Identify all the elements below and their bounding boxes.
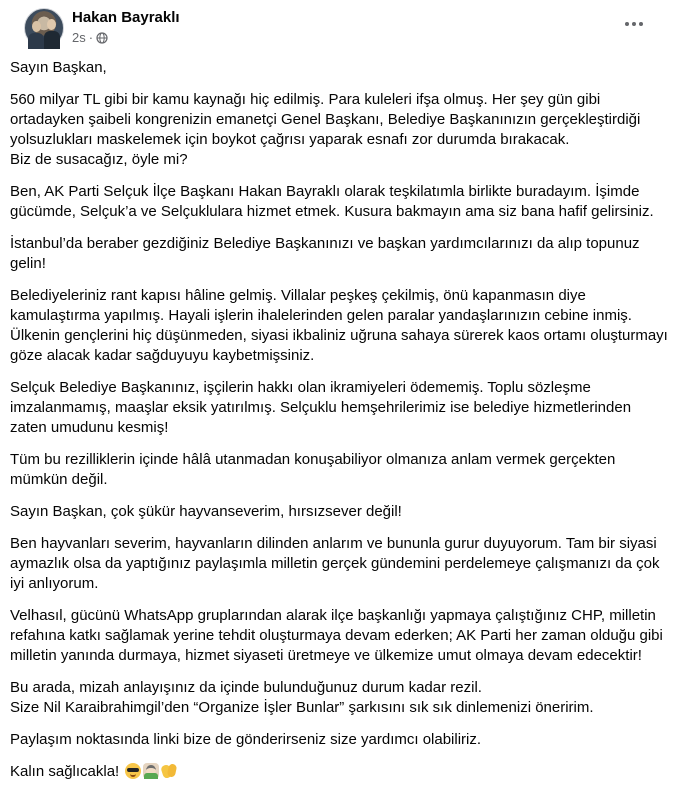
- paragraph: Ben, AK Parti Selçuk İlçe Başkanı Hakan Bayraklı olarak teşkilatımla birlikte buradayım. İşimde gücümde, Selçuk’a ve Selçuklulara hizmet etmek. Kusura bakmayın ama siz bana hafif gelirsiniz.: [10, 183, 654, 220]
- paragraph: Selçuk Belediye Başkanınız, işçilerin hakkı olan ikramiyeleri ödememiş. Toplu sözleşme imzalanmamış, maaşlar eksik yatırılmış. Selçuklu hemşehrilerimiz ise belediye hizmetlerinden zaten umudunu kesmiş!: [10, 379, 632, 436]
- paragraph: Ben hayvanları severim, hayvanların dilinden anlarım ve bununla gurur duyuyorum. Tam bir siyasi aymazlık olsa da yaptığınız paylaşımla milletin gerçek gündemini perdelemeye çalışmanızı da çok iyi anlıyorum.: [10, 535, 660, 592]
- paragraph: Belediyeleriniz rant kapısı hâline gelmiş. Villalar peşkeş çekilmiş, önü kapanmasın diye kamulaştırma yapılmış. Hayali işlerin ihalelerinden gelen paralar yandaşlarınızın cebine inmiş. Ülkenin gençlerini hiç düşünmeden, siyasi ikbaliniz uğruna sahaya sürerek kaos ortamı oluşturmayı göze alacak kadar sağduyuyu kaybetmişsiniz.: [10, 287, 668, 364]
- man-technologist-icon: [143, 763, 159, 779]
- globe-icon: [96, 32, 108, 44]
- paragraph: Velhasıl, gücünü WhatsApp gruplarından alarak ilçe başkanlığı yapmaya çalıştığınız CHP, milletin refahına katkı sağlamak yerine tehdit oluşturmaya devam ederken; AK Parti her zaman olduğu gibi milletin yanında durmaya, hizmet siyaseti üretmeye ve ülkemize umut olmaya devam edecektir!: [10, 607, 663, 664]
- post-header: [12, 0, 662, 54]
- post-text: [10, 58, 668, 794]
- avatar[interactable]: [24, 8, 64, 48]
- waving-hands-icon: [161, 763, 177, 779]
- paragraph: Paylaşım noktasında linki bize de gönderirseniz size yardımcı olabiliriz.: [10, 731, 482, 748]
- more-dot-icon: [639, 22, 643, 26]
- paragraph: Sayın Başkan,: [10, 59, 107, 76]
- paragraph: Tüm bu rezilliklerin içinde hâlâ utanmadan konuşabiliyor olmanıza anlam vermek gerçekten mümkün değil.: [10, 451, 616, 488]
- closing-line: [10, 762, 668, 782]
- smiling-face-with-sunglasses-icon: [125, 763, 141, 779]
- post-meta: [72, 30, 108, 45]
- paragraph: 560 milyar TL gibi bir kamu kaynağı hiç edilmiş. Para kuleleri ifşa olmuş. Her şey gün gibi ortadayken şaibeli kongrenizin emanetçi Genel Başkanı, Belediye Başkanınızın gerçekleştirdiği yolsuzlukları maskelemek için boykot çağrısı yaparak esnafı zor durumda bırakacak. Biz de susacağız, öyle mi?: [10, 91, 641, 168]
- post-time[interactable]: 2s: [72, 30, 86, 45]
- paragraph: Sayın Başkan, çok şükür hayvanseverim, hırsızsever değil!: [10, 503, 402, 520]
- more-options-button[interactable]: [620, 14, 648, 34]
- paragraph: İstanbul’da beraber gezdiğiniz Belediye Başkanınızı ve başkan yardımcılarınızı da alıp topunuz gelin!: [10, 235, 640, 272]
- author-name[interactable]: Hakan Bayraklı: [72, 9, 180, 26]
- paragraph: Bu arada, mizah anlayışınız da içinde bulunduğunuz durum kadar rezil. Size Nil Karaibrahimgil’den “Organize İşler Bunlar” şarkısını sık sık dinlemenizi öneririm.: [10, 679, 594, 716]
- more-dot-icon: [625, 22, 629, 26]
- more-dot-icon: [632, 22, 636, 26]
- meta-separator: ·: [88, 30, 94, 45]
- closing-text: Kalın sağlıcakla!: [10, 763, 120, 780]
